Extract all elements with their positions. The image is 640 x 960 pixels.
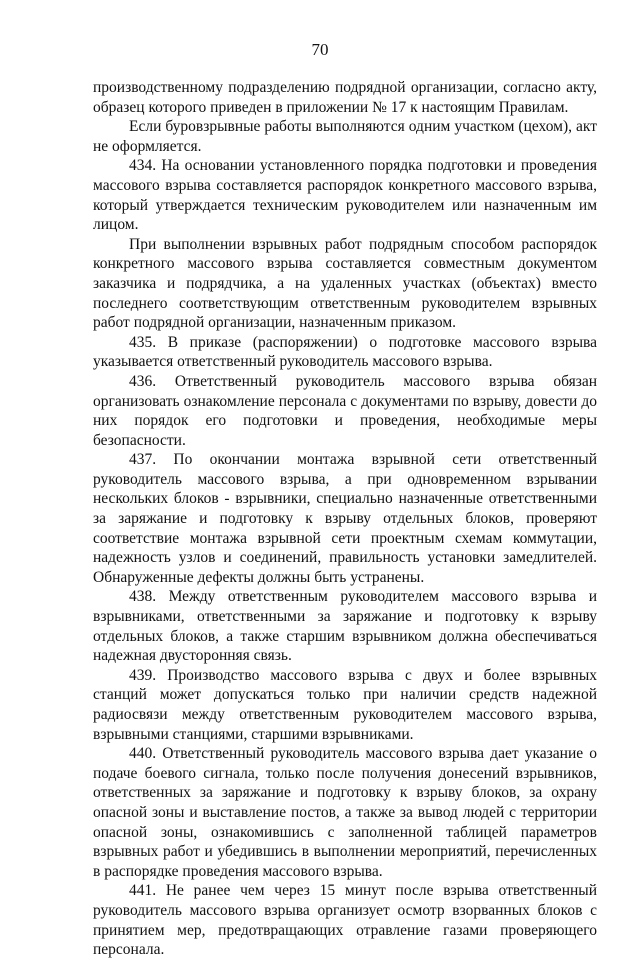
paragraph-contractor-schedule: При выполнении взрывных работ подрядным способом распорядок конкретного массового взрыва составляется совместным документом заказчика и подрядчика, а на удаленных участках (объектах) вместо последнего соответствующим ответственным руководителем взрывных работ подрядной организации, назначенным приказом. bbox=[93, 235, 597, 332]
paragraph-440: 440. Ответственный руководитель массового взрыва дает указание о подаче боевого сигнала, только после получения донесений взрывников, ответственных за заряжание и подготовку к взрыву блоков, за охрану опасной зоны и выставление постов, а также за вывод людей с территории опасной зоны, ознакомившись с заполненной таблицей параметров взрывных работ и убедившись в выполнении мероприятий, перечисленных в распорядке проведения массового взрыва. bbox=[93, 745, 597, 880]
document-body bbox=[93, 78, 597, 960]
paragraph-441: 441. Не ранее чем через 15 минут после взрыва ответственный руководитель массового взрыва организует осмотр взорванных блоков с принятием мер, предотвращающих отравление газами проверяющего персонала. bbox=[93, 882, 597, 959]
paragraph-435: 435. В приказе (распоряжении) о подготовке массового взрыва указывается ответственный руководитель массового взрыва. bbox=[93, 333, 597, 371]
paragraph-436: 436. Ответственный руководитель массового взрыва обязан организовать ознакомление персонала с документами по взрыву, довести до них порядок его подготовки и проведения, необходимые меры безопасности. bbox=[93, 372, 597, 449]
paragraph-note-single-shop: Если буровзрывные работы выполняются одним участком (цехом), акт не оформляется. bbox=[93, 118, 597, 155]
paragraph-434: 434. На основании установленного порядка подготовки и проведения массового взрыва составляется распорядок конкретного массового взрыва, который утверждается техническим руководителем или назначенным им лицом. bbox=[93, 157, 597, 234]
paragraph-439: 439. Производство массового взрыва с двух и более взрывных станций может допускаться только при наличии средств надежной радиосвязи между ответственным руководителем массового взрыва, взрывными станциями, старшими взрывниками. bbox=[93, 666, 597, 743]
paragraph-438: 438. Между ответственным руководителем массового взрыва и взрывниками, ответственными за заряжание и подготовку к взрыву отдельных блоков, а также старшим взрывником должна обеспечиваться надежная двусторонняя связь. bbox=[93, 588, 597, 665]
paragraph-continuation: производственному подразделению подрядной организации, согласно акту, образец которого приведен в приложении № 17 к настоящим Правилам. bbox=[93, 79, 597, 116]
page-number: 70 bbox=[311, 40, 329, 59]
paragraph-437: 437. По окончании монтажа взрывной сети ответственный руководитель массового взрыва, а при одновременном взрывании нескольких блоков - взрывники, специально назначенные ответственными за заряжание и подготовку к взрыву отдельных блоков, проверяют соответствие монтажа взрывной сети проектным схемам коммутации, надежность узлов и соединений, правильность установки замедлителей. Обнаруженные дефекты должны быть устранены. bbox=[93, 451, 597, 586]
